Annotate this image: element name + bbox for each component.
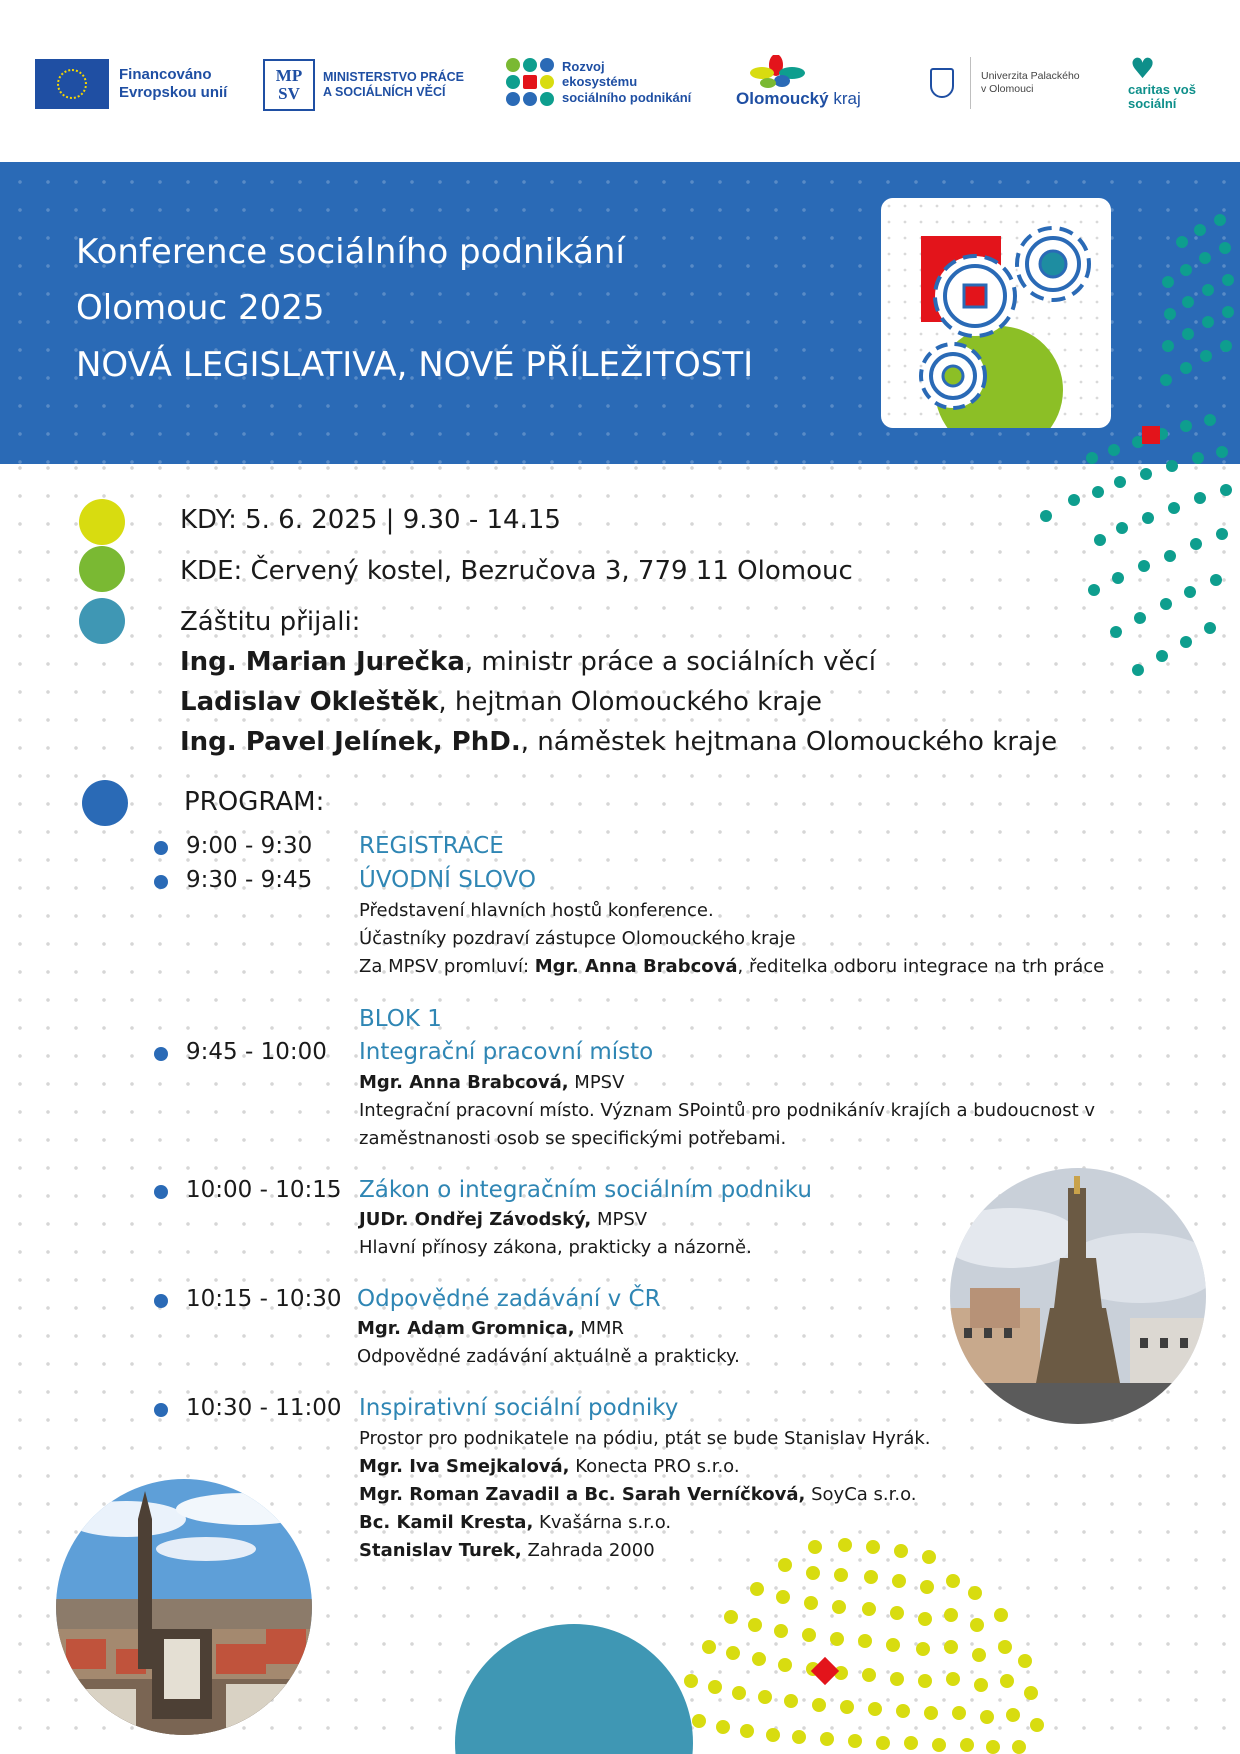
block-label: BLOK 1 bbox=[359, 1006, 442, 1032]
program-detail: Prostor pro podnikatele na pódiu, ptát se bude Stanislav Hyrák. bbox=[359, 1428, 931, 1449]
program-detail: Odpovědné zadávání aktuálně a prakticky. bbox=[357, 1346, 740, 1367]
bullet-patronage-icon bbox=[79, 598, 125, 644]
program-dot-icon bbox=[154, 841, 168, 855]
program-dot-icon bbox=[154, 1403, 168, 1417]
eu-logo-line2: Evropskou unií bbox=[119, 84, 228, 101]
program-title: Integrační pracovní místo bbox=[359, 1039, 654, 1065]
gear-small-icon bbox=[921, 344, 985, 408]
program-dot-icon bbox=[154, 875, 168, 889]
olomouc-city-photo bbox=[56, 1479, 312, 1735]
program-time: 9:00 - 9:30 bbox=[186, 833, 313, 859]
upol-shield-icon bbox=[930, 68, 954, 98]
program-detail: Představení hlavních hostů konference. bbox=[359, 900, 714, 921]
program-speaker: Mgr. Adam Gromnica, MMR bbox=[357, 1318, 624, 1339]
program-label: PROGRAM: bbox=[184, 787, 325, 817]
title-line-1: Konference sociálního podnikání bbox=[76, 232, 625, 272]
holy-trinity-column-photo bbox=[950, 1168, 1206, 1424]
upol-logo-line2: v Olomouci bbox=[981, 83, 1034, 95]
patron-3: Ing. Pavel Jelínek, PhD., náměstek hejtmana Olomouckého kraje bbox=[180, 727, 1058, 757]
ecosystem-logo-line2: ekosystému bbox=[562, 74, 638, 90]
eu-flag-icon bbox=[35, 59, 109, 109]
bullet-where-icon bbox=[79, 546, 125, 592]
program-title: Inspirativní sociální podniky bbox=[359, 1395, 679, 1421]
program-guest: Stanislav Turek, Zahrada 2000 bbox=[359, 1540, 655, 1561]
caritas-logo-line1: caritas voš bbox=[1128, 82, 1196, 97]
program-detail: Integrační pracovní místo. Význam SPointů pro podnikánív krajích a budoucnost v bbox=[359, 1100, 1096, 1121]
patronage-label: Záštitu přijali: bbox=[180, 607, 361, 637]
program-detail: Účastníky pozdraví zástupce Olomouckého kraje bbox=[359, 928, 796, 949]
program-title: ÚVODNÍ SLOVO bbox=[359, 867, 537, 893]
mpsv-logo bbox=[263, 59, 464, 111]
program-time: 10:00 - 10:15 bbox=[186, 1177, 342, 1203]
program-dot-icon bbox=[154, 1294, 168, 1308]
program-guest: Bc. Kamil Kresta, Kvašárna s.r.o. bbox=[359, 1512, 672, 1533]
mpsv-mark-icon: MP SV bbox=[263, 59, 315, 111]
upol-logo bbox=[930, 57, 1080, 109]
program-detail: Za MPSV promluví: Mgr. Anna Brabcová, ředitelka odboru integrace na trh práce bbox=[359, 956, 1105, 977]
event-date: KDY: 5. 6. 2025 | 9.30 - 14.15 bbox=[180, 505, 561, 535]
caritas-logo-line2: sociální bbox=[1128, 96, 1177, 112]
program-title: REGISTRACE bbox=[359, 833, 504, 859]
program-detail: Hlavní přínosy zákona, prakticky a názorně. bbox=[359, 1237, 752, 1258]
logo-strip bbox=[0, 0, 1240, 162]
title-line-2: Olomouc 2025 bbox=[76, 288, 325, 328]
eu-logo-line1: Financováno bbox=[119, 66, 212, 83]
ecosystem-dots-icon bbox=[506, 58, 554, 106]
program-speaker: JUDr. Ondřej Závodský, MPSV bbox=[359, 1209, 648, 1230]
lime-dots-decoration bbox=[675, 1535, 1240, 1754]
ecosystem-logo bbox=[506, 58, 691, 106]
mpsv-logo-line2: A SOCIÁLNÍCH VĚCÍ bbox=[323, 85, 446, 99]
ecosystem-logo-line1: Rozvoj bbox=[562, 58, 605, 74]
program-dot-icon bbox=[154, 1047, 168, 1061]
program-title: Odpovědné zadávání v ČR bbox=[357, 1286, 661, 1312]
patron-2: Ladislav Okleštěk, hejtman Olomouckého kraje bbox=[180, 687, 823, 717]
program-time: 9:45 - 10:00 bbox=[186, 1039, 327, 1065]
teal-dots-decoration bbox=[1010, 200, 1240, 690]
mpsv-logo-line1: MINISTERSTVO PRÁCE bbox=[323, 70, 464, 84]
program-guest: Mgr. Roman Zavadil a Bc. Sarah Verníčková, SoyCa s.r.o. bbox=[359, 1484, 917, 1505]
program-time: 10:15 - 10:30 bbox=[186, 1286, 342, 1312]
bullet-when-icon bbox=[79, 499, 125, 545]
heart-icon: ♥ bbox=[1130, 52, 1156, 85]
caritas-logo bbox=[1128, 52, 1196, 112]
petrol-circle-decoration bbox=[455, 1624, 693, 1754]
program-dot-icon bbox=[154, 1185, 168, 1199]
event-venue: KDE: Červený kostel, Bezručova 3, 779 11 Olomouc bbox=[180, 556, 853, 586]
ecosystem-logo-line3: sociálního podnikání bbox=[562, 89, 692, 105]
program-detail: zaměstnanosti osob se specifickými potřebami. bbox=[359, 1128, 787, 1149]
upol-logo-line1: Univerzita Palackého bbox=[981, 69, 1080, 82]
flower-icon bbox=[736, 55, 816, 91]
eu-logo bbox=[35, 59, 227, 109]
program-time: 10:30 - 11:00 bbox=[186, 1395, 342, 1421]
title-line-3: NOVÁ LEGISLATIVA, NOVÉ PŘÍLEŽITOSTI bbox=[76, 345, 754, 385]
olomoucky-logo-bold: Olomoucký bbox=[736, 89, 829, 108]
patron-1: Ing. Marian Jurečka, ministr práce a sociálních věcí bbox=[180, 647, 876, 677]
program-speaker: Mgr. Anna Brabcová, MPSV bbox=[359, 1072, 625, 1093]
bullet-program-icon bbox=[82, 780, 128, 826]
program-time: 9:30 - 9:45 bbox=[186, 867, 313, 893]
gear-large-icon bbox=[935, 256, 1015, 336]
olomoucky-logo-light: kraj bbox=[833, 89, 861, 108]
olomoucky-kraj-logo bbox=[736, 55, 861, 109]
program-title: Zákon o integračním sociálním podniku bbox=[359, 1177, 812, 1203]
program-guest: Mgr. Iva Smejkalová, Konecta PRO s.r.o. bbox=[359, 1456, 740, 1477]
